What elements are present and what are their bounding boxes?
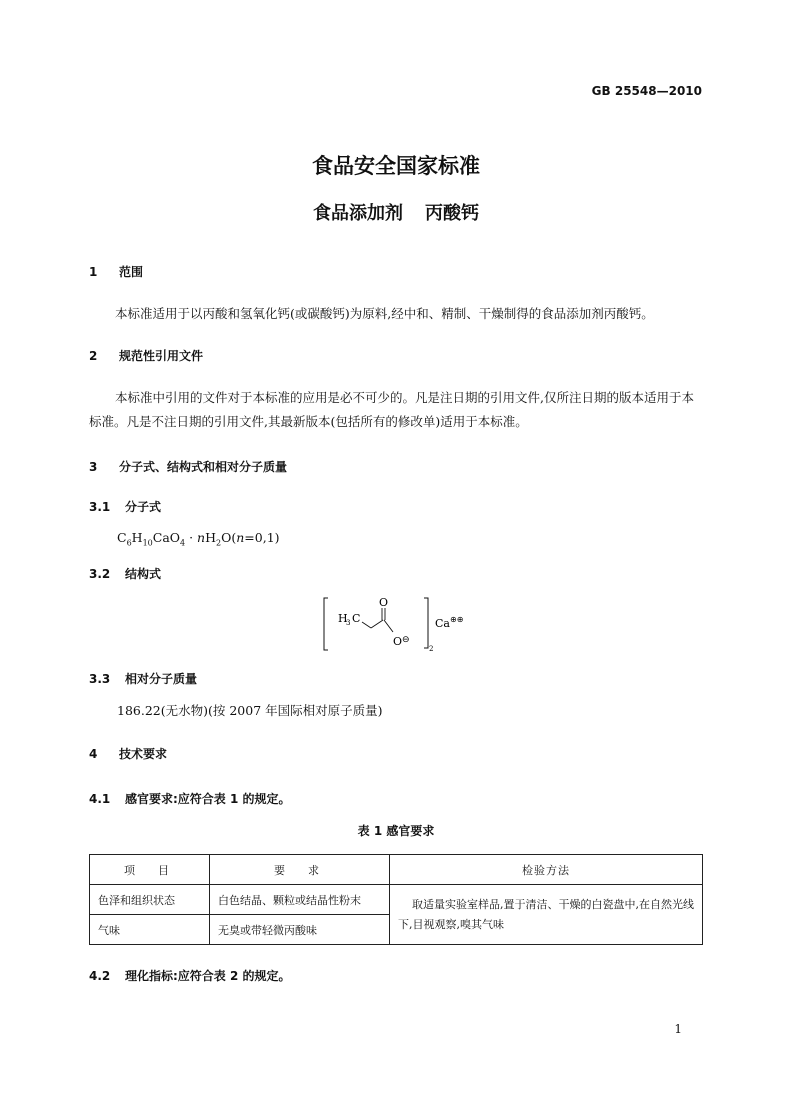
section-heading-4-2: [89, 967, 291, 984]
section-title: 结构式: [125, 567, 162, 581]
section-heading-3: [89, 458, 287, 475]
document-subtitle: [0, 199, 792, 225]
molecular-formula: $C_6H_{10}CaO_4 \cdot nH_2O(n=0,1)$: [117, 530, 280, 548]
test-method: 取适量实验室样品,置于清洁、干燥的白瓷盘中,在自然光线下,目视观察,嗅其气味: [390, 885, 703, 945]
carbonyl-oxygen: O: [379, 596, 389, 609]
subtitle-right: 丙酸钙: [425, 203, 479, 224]
section-title: 技术要求: [119, 747, 168, 761]
section-title: 分子式、结构式和相对分子质量: [119, 460, 288, 474]
row-requirement: 白色结晶、颗粒或结晶性粉末: [210, 885, 390, 915]
section-2-text: 本标准中引用的文件对于本标准的应用是必不可少的。凡是注日期的引用文件,仅所注日期的版本适用于本标准。凡是不注日期的引用文件,其最新版本(包括所有的修改单)适用于本标准。: [89, 390, 694, 429]
bracket-subscript: 2: [429, 645, 434, 653]
table-row: [90, 885, 703, 915]
minus-charge: ⊖: [402, 635, 410, 645]
section-heading-3-3: [89, 670, 197, 687]
section-title: 分子式: [125, 500, 162, 514]
section-number: 4.1: [89, 792, 111, 806]
header-method: 检验方法: [390, 855, 703, 885]
molecular-mass: 186.22(无水物)(按 2007 年国际相对原子质量): [117, 703, 383, 718]
section-number: 1: [89, 265, 98, 279]
section-heading-2: [89, 347, 203, 364]
section-title: 相对分子质量: [125, 672, 198, 686]
section-number: 3.1: [89, 500, 111, 514]
header-item: 项 目: [90, 855, 210, 885]
standard-code: GB 25548—2010: [591, 84, 702, 98]
document-title: 食品安全国家标准: [312, 154, 480, 178]
section-number: 2: [89, 349, 98, 363]
section-number: 3: [89, 460, 98, 474]
page-number: 1: [674, 1022, 682, 1036]
ch3-subscript: 3: [346, 619, 351, 627]
row-requirement: 无臭或带轻微丙酸味: [210, 915, 390, 945]
row-item: 气味: [90, 915, 210, 945]
section-heading-1: [89, 263, 143, 280]
sensory-requirements-table: [89, 854, 703, 945]
subtitle-left: 食品添加剂: [313, 203, 403, 224]
section-heading-4-1: [89, 790, 291, 807]
row-item: 色泽和组织状态: [90, 885, 210, 915]
structural-formula: [318, 592, 478, 658]
section-heading-3-1: [89, 498, 161, 515]
calcium-ion: Ca: [435, 617, 450, 630]
table-1-caption: 表 1 感官要求: [357, 824, 435, 838]
section-title: 感官要求:应符合表 1 的规定。: [125, 792, 291, 806]
ch3-h: H: [338, 612, 348, 625]
section-number: 4: [89, 747, 98, 761]
table-header-row: [90, 855, 703, 885]
section-title: 理化指标:应符合表 2 的规定。: [125, 969, 291, 983]
calcium-charge: ⊕⊕: [450, 615, 464, 624]
section-number: 3.2: [89, 567, 111, 581]
section-number: 3.3: [89, 672, 111, 686]
carboxylate-oxygen: O: [393, 635, 403, 648]
section-heading-3-2: [89, 565, 161, 582]
section-1-text: 本标准适用于以丙酸和氢氧化钙(或碳酸钙)为原料,经中和、精制、干燥制得的食品添加剂丙酸钙。: [115, 306, 654, 321]
section-title: 规范性引用文件: [119, 349, 204, 363]
ch3-c: C: [352, 612, 361, 625]
header-requirement: 要 求: [210, 855, 390, 885]
section-number: 4.2: [89, 969, 111, 983]
section-heading-4: [89, 745, 167, 762]
section-title: 范围: [119, 265, 144, 279]
